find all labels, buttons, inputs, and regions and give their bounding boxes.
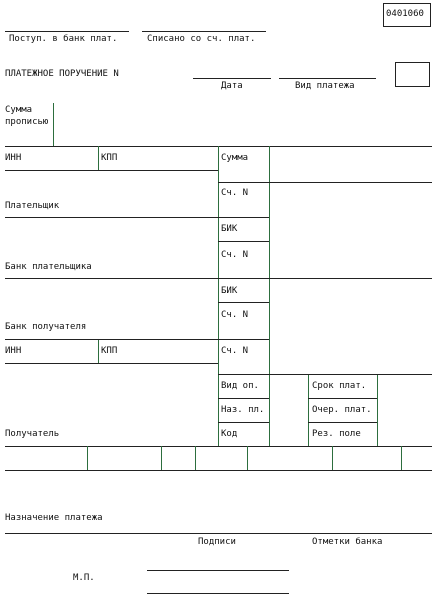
- amount-words-label-1: Сумма: [5, 105, 33, 115]
- tax-divider-2: [161, 446, 162, 470]
- amount-words-divider: [53, 103, 54, 146]
- bank-marks-label: Отметки банка: [312, 537, 383, 547]
- tax-divider-3: [195, 446, 196, 470]
- payee-label: Получатель: [5, 429, 60, 439]
- payee-bik-label: БИК: [221, 286, 238, 296]
- op-label-divider: [377, 374, 378, 446]
- debited-line: [142, 31, 266, 32]
- received-line: [5, 31, 129, 32]
- inn-kpp-divider-bottom: [98, 339, 99, 363]
- rule-278: [5, 278, 432, 279]
- code-label: Код: [221, 429, 238, 439]
- form-code: 0401060: [386, 9, 424, 19]
- tax-divider-6: [401, 446, 402, 470]
- payer-inn-label: ИНН: [5, 153, 22, 163]
- order-title: ПЛАТЕЖНОЕ ПОРУЧЕНИЕ N: [5, 69, 119, 79]
- signature-line-1: [147, 570, 289, 571]
- payer-bik-label: БИК: [221, 224, 238, 234]
- amount-words-label-2: прописью: [5, 117, 49, 127]
- payee-bank-label: Банк получателя: [5, 322, 87, 332]
- reserve-label: Рез. поле: [312, 429, 361, 439]
- payee-inn-label: ИНН: [5, 346, 22, 356]
- payment-status-box: [395, 62, 430, 87]
- inn-kpp-divider-top: [98, 146, 99, 170]
- tax-divider-1: [87, 446, 88, 470]
- payment-type-line: [279, 78, 376, 79]
- tax-divider-4: [247, 446, 248, 470]
- purpose-code-label: Наз. пл.: [221, 405, 265, 415]
- rule-398: [218, 398, 269, 399]
- rule-170: [5, 170, 218, 171]
- rule-398b: [308, 398, 377, 399]
- date-label: Дата: [221, 81, 243, 91]
- payee-account-label: Сч. N: [221, 346, 249, 356]
- payer-bank-account-label: Сч. N: [221, 250, 249, 260]
- purpose-label: Назначение платежа: [5, 513, 103, 523]
- payer-account-label: Сч. N: [221, 188, 249, 198]
- rule-339: [5, 339, 269, 340]
- rule-374: [218, 374, 432, 375]
- signature-line-2: [147, 593, 289, 594]
- rule-422b: [308, 422, 377, 423]
- payer-label: Плательщик: [5, 201, 60, 211]
- signatures-label: Подписи: [198, 537, 236, 547]
- right-label-divider: [269, 146, 270, 446]
- op-type-label: Вид оп.: [221, 381, 259, 391]
- tax-divider-5: [332, 446, 333, 470]
- rule-241: [218, 241, 269, 242]
- payer-kpp-label: КПП: [101, 153, 118, 163]
- right-block-divider: [218, 146, 219, 446]
- rule-363: [5, 363, 218, 364]
- rule-422: [218, 422, 269, 423]
- payee-bank-account-label: Сч. N: [221, 310, 249, 320]
- rule-217: [5, 217, 269, 218]
- op-block-divider: [308, 374, 309, 446]
- rule-470: [5, 470, 432, 471]
- payer-bank-label: Банк плательщика: [5, 262, 92, 272]
- rule-302: [218, 302, 269, 303]
- priority-label: Очер. плат.: [312, 405, 372, 415]
- payee-kpp-label: КПП: [101, 346, 118, 356]
- stamp-label: М.П.: [73, 573, 95, 583]
- term-label: Срок плат.: [312, 381, 367, 391]
- rule-446: [5, 446, 432, 447]
- payment-type-label: Вид платежа: [295, 81, 355, 91]
- rule-533: [5, 533, 432, 534]
- date-line: [193, 78, 271, 79]
- debited-label: Списано со сч. плат.: [147, 34, 256, 44]
- sum-label: Сумма: [221, 153, 249, 163]
- received-label: Поступ. в банк плат.: [9, 34, 118, 44]
- rule-182: [218, 182, 432, 183]
